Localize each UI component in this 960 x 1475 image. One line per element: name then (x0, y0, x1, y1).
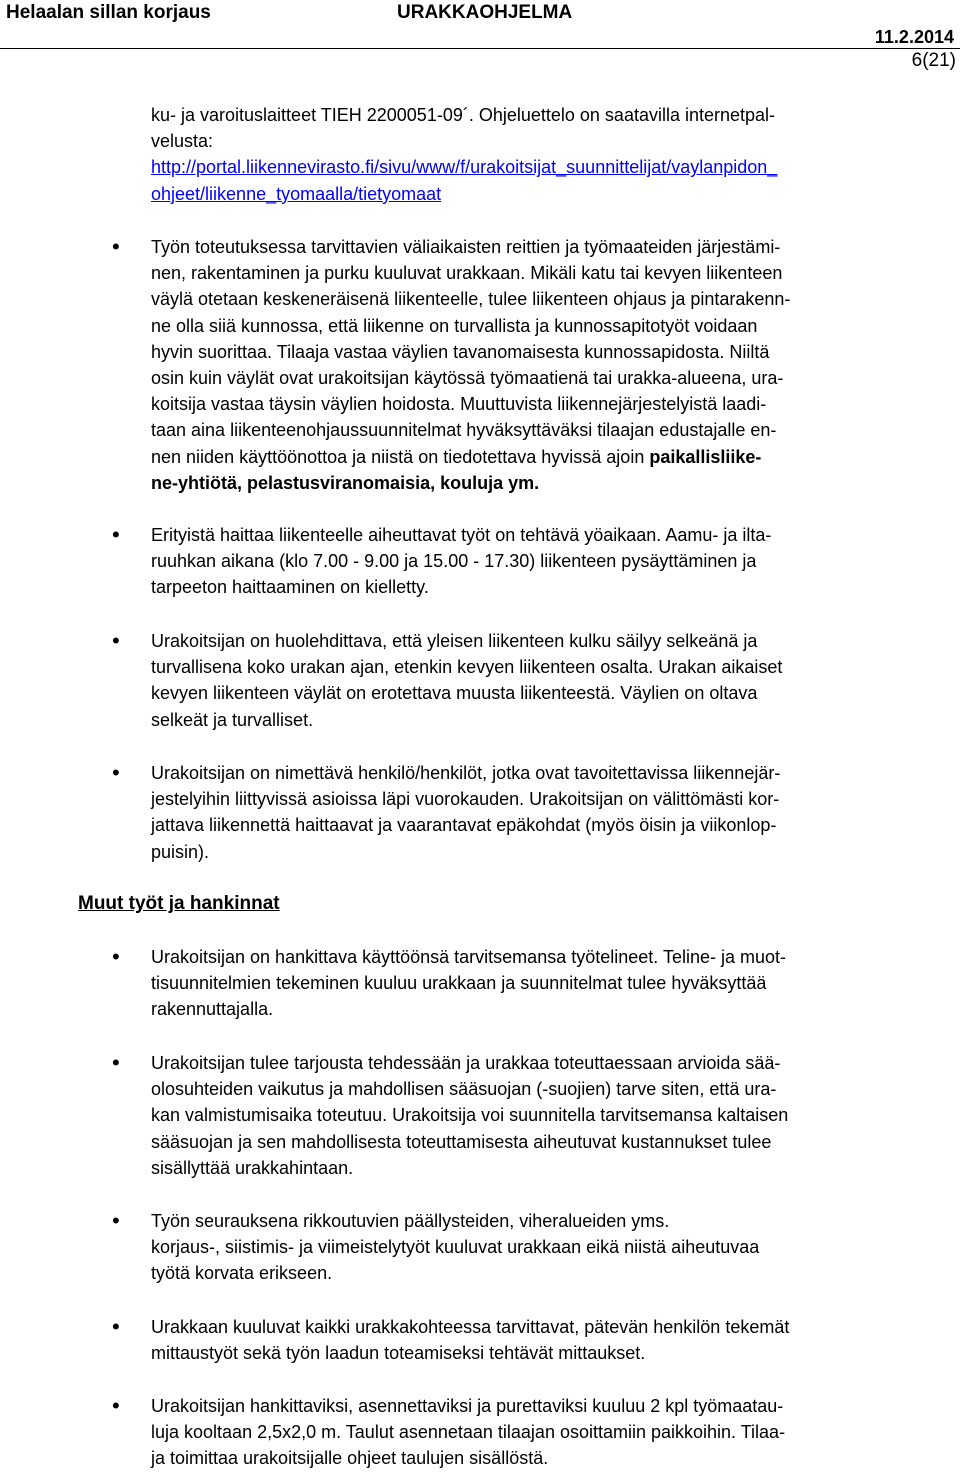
list-item (151, 760, 941, 865)
text-line: taan aina liikenteenohjaussuunnitelmat hyväksyttäväksi tilaajan edustajalle en- (151, 420, 777, 441)
text-line: nen, rakentaminen ja purku kuuluvat urakkaan. Mikäli katu tai kevyen liikenteen (151, 263, 783, 284)
bullet-icon: • (112, 944, 120, 969)
intro-paragraph (151, 102, 941, 207)
list-item (151, 1208, 941, 1287)
text-line: Urakoitsijan hankittaviksi, asennettaviksi ja purettaviksi kuuluu 2 kpl työmaatau- (151, 1396, 784, 1416)
bullet-icon: • (112, 234, 120, 259)
bold-text: ne-yhtiötä, pelastusviranomaisia, kouluja ym. (151, 472, 540, 493)
text-line: olosuhteiden vaikutus ja mahdollisen sääsuojan (-suojien) tarve siten, että ura- (151, 1079, 777, 1100)
text-line: hyvin suorittaa. Tilaaja vastaa väylien tavanomaisesta kunnossapidosta. Niiltä (151, 341, 770, 362)
document-date: 11.2.2014 (874, 27, 954, 47)
text-line: rakennuttajalla. (151, 999, 274, 1020)
text-line: osin kuin väylät ovat urakoitsijan käytössä työmaatienä tai urakka-alueena, ura- (151, 368, 784, 389)
text-line: työtä korvata erikseen. (151, 1263, 333, 1284)
list-item (151, 522, 941, 601)
text-line: ne olla siiä kunnossa, että liikenne on turvallista ja kunnossapitotyöt voidaan (151, 315, 758, 336)
text-line: kevyen liikenteen väylät on erotettava muusta liikenteestä. Väylien on oltava (151, 683, 758, 704)
text-line: Urakoitsijan on huolehdittava, että yleisen liikenteen kulku säilyy selkeänä ja (151, 631, 758, 651)
bullet-icon: • (112, 1393, 120, 1418)
text-line: tisuunnitelmien tekeminen kuuluu urakkaan ja suunnitelmat tulee hyväksyttää (151, 973, 767, 994)
portal-link[interactable]: http://portal.liikennevirasto.fi/sivu/www/f/urakoitsijat_suunnittelijat/vaylanpidon_ (151, 157, 778, 178)
bullet-icon: • (112, 1208, 120, 1233)
text-line: selkeät ja turvalliset. (151, 709, 314, 730)
text-line: ja toimittaa urakoitsijalle ohjeet taulujen sisällöstä. (151, 1448, 549, 1469)
list-item (151, 1050, 941, 1181)
text-line: korjaus-, siistimis- ja viimeistelytyöt kuuluvat urakkaan eikä niistä aiheutuvaa (151, 1237, 760, 1258)
text-line: puisin). (151, 841, 210, 862)
text-line: ku- ja varoituslaitteet TIEH 2200051-09´. Ohjeluettelo on saatavilla internetpal- (151, 105, 776, 125)
text-line: tarpeeton haittaaminen on kielletty. (151, 577, 429, 598)
text-line: sääsuojan ja sen mahdollisesta toteuttamisesta aiheutuvat kustannukset tulee (151, 1131, 772, 1152)
text-line: Urakoitsijan tulee tarjousta tehdessään ja urakkaa toteuttaessaan arvioida sää- (151, 1053, 781, 1073)
list-item (151, 628, 941, 733)
text-line: Urakoitsijan on hankittava käyttöönsä tarvitsemansa työtelineet. Teline- ja muot- (151, 947, 786, 967)
text-line: jestelyihin liittyvissä asioissa läpi vuorokauden. Urakoitsijan on välittömästi kor- (151, 789, 780, 810)
project-title: Helaalan sillan korjaus (6, 2, 211, 23)
section-heading: Muut työt ja hankinnat (78, 893, 280, 914)
bullet-icon: • (112, 760, 120, 785)
portal-link[interactable]: ohjeet/liikenne_tyomaalla/tietyomaat (151, 183, 442, 204)
bold-text: paikallisliike- (649, 446, 762, 467)
list-item (151, 234, 941, 496)
text-line: luja kooltaan 2,5x2,0 m. Taulut asennetaan tilaajan osoittamiin paikkoihin. Tilaa- (151, 1422, 786, 1443)
list-item (151, 1393, 941, 1472)
text-line: Urakoitsijan on nimettävä henkilö/henkilöt, jotka ovat tavoitettavissa liikennejär- (151, 763, 781, 783)
bullet-icon: • (112, 1314, 120, 1339)
text-line: Työn seurauksena rikkoutuvien päällysteiden, viheralueiden yms. (151, 1211, 670, 1231)
text-line: koitsija vastaa täysin väylien hoidosta. Muuttuvista liikennejärjestelyistä laadi- (151, 394, 767, 415)
text-line: velusta: (151, 131, 214, 152)
text-segment: nen niiden käyttöönottoa ja niistä on tiedotettava hyvissä ajoin (151, 446, 645, 467)
text-line: väylä otetaan keskeneräisenä liikenteelle, tulee liikenteen ohjaus ja pintarakenn- (151, 289, 791, 310)
bullet-icon: • (112, 1050, 120, 1075)
page-header (0, 0, 960, 80)
text-line: ruuhkan aikana (klo 7.00 - 9.00 ja 15.00 - 17.30) liikenteen pysäyttäminen ja (151, 551, 757, 572)
header-divider (0, 48, 960, 49)
document-title: URAKKAOHJELMA (397, 2, 573, 23)
text-line: sisällyttää urakkahintaan. (151, 1157, 354, 1178)
text-line: jattava liikennettä haittaavat ja vaarantavat epäkohdat (myös öisin ja viikonlop- (151, 815, 777, 836)
text-line (151, 444, 941, 470)
text-line: Työn toteutuksessa tarvittavien väliaikaisten reittien ja työmaateiden järjestämi- (151, 237, 781, 257)
text-line: Erityistä haittaa liikenteelle aiheuttavat työt on tehtävä yöaikaan. Aamu- ja ilta- (151, 525, 772, 545)
text-line: mittaustyöt sekä työn laadun toteamiseksi tehtävät mittaukset. (151, 1343, 646, 1364)
text-line: turvallisena koko urakan ajan, etenkin kevyen liikenteen osalta. Urakan aikaiset (151, 657, 783, 678)
text-line: Urakkaan kuuluvat kaikki urakkakohteessa tarvittavat, pätevän henkilön tekemät (151, 1317, 790, 1337)
text-line: kan valmistumisaika toteutuu. Urakoitsija voi suunnitella tarvitsemansa kaltaisen (151, 1105, 789, 1126)
bullet-icon: • (112, 522, 120, 547)
list-item (151, 1314, 941, 1366)
list-item (151, 944, 941, 1023)
bullet-icon: • (112, 628, 120, 653)
page-number: 6(21) (911, 50, 956, 71)
